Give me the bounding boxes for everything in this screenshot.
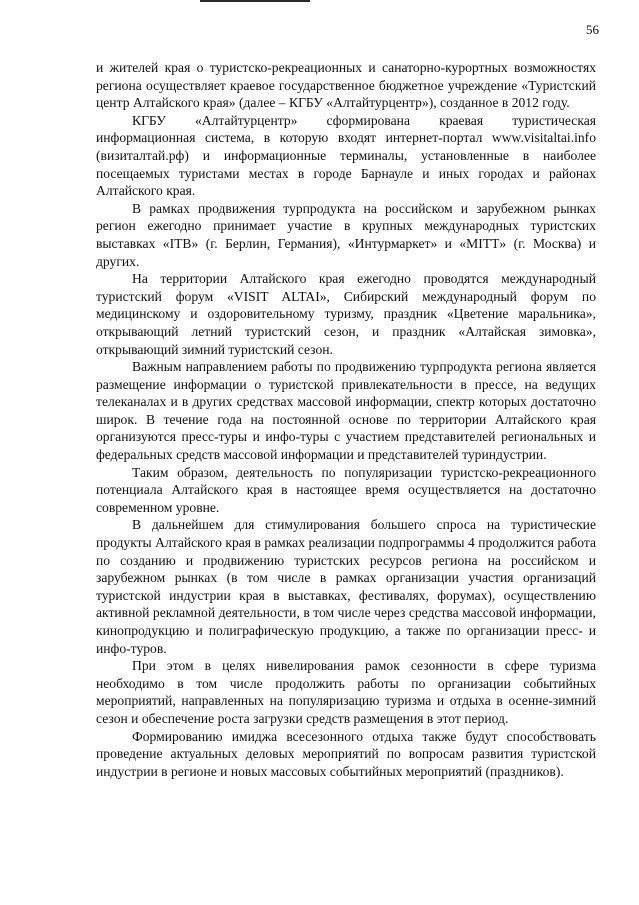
page-number: 56 [586,22,599,37]
document-body [96,59,596,780]
paragraph-2: КГБУ «Алтайтурцентр» сформирована краевая туристическая информационная система, в которую входят интернет-портал www.visitaltai.info (визиталтай.рф) и информационные терминалы, установленные в наиболее посещаемых туристами местах в городе Барнауле и иных городах и районах Алтайского края. [96,112,596,199]
paragraph-4: На территории Алтайского края ежегодно проводятся международный туристский форум «VISIT ALTAI», Сибирский международный форум по медицинскому и оздоровительному туризму, праздник «Цветение маральника», открывающий летний туристский сезон, и праздник «Алтайская зимовка», открывающий зимний туристский сезон. [96,271,596,357]
paragraph-6: Таким образом, деятельность по популяризации туристско-рекреационного потенциала Алтайского края в настоящее время осуществляется на достаточно современном уровне. [96,464,596,515]
paragraph-5: Важным направлением работы по продвижению турпродукта региона является размещение информации о туристской привлекательности в прессе, на ведущих телеканалах и в других средствах массовой информации, спектр которых достаточно широк. В течение года на постоянной основе по территории Алтайского края организуются пресс-туры и инфо-туры с участием представителей региональных и федеральных средств массовой информации и представителей туриндустрии. [96,359,596,463]
paragraph-8: При этом в целях нивелирования рамок сезонности в сфере туризма необходимо в том числе продолжить работы по организации событийных мероприятий, направленных на популяризацию туризма и отдыха в осенне-зимний сезон и обеспечение роста загрузки средств размещения в этот период. [96,658,596,726]
paragraph-3: В рамках продвижения турпродукта на российском и зарубежном рынках регион ежегодно принимает участие в крупных международных туристских выставках «ITB» (г. Берлин, Германия), «Интурмаркет» и «MITT» (г. Москва) и других. [96,200,596,269]
paragraph-1: и жителей края о туристско-рекреационных и санаторно-курортных возможностях региона осуществляет краевое государственное бюджетное учреждение «Туристский центр Алтайского края» (далее – КГБУ «Алтайтурцентр»), созданное в 2012 году. [96,60,596,111]
paragraph-9: Формированию имиджа всесезонного отдыха также будут способствовать проведение актуальных деловых мероприятий по вопросам развития туристской индустрии в регионе и новых массовых событийных мероприятий (праздников). [96,728,596,779]
scan-edge-mark [200,0,310,2]
paragraph-7: В дальнейшем для стимулирования большего спроса на туристические продукты Алтайского края в рамках реализации подпрограммы 4 продолжится работа по созданию и продвижению туристских ресурсов региона на российском и зарубежном рынках (в том числе в рамках организации участия организаций туристской индустрии края в выставках, фестивалях, форумах), осуществлению активной рекламной деятельности, в том числе через средства массовой информации, кинопродукцию и полиграфическую продукцию, а также по организации пресс- и инфо-туров. [96,517,596,656]
